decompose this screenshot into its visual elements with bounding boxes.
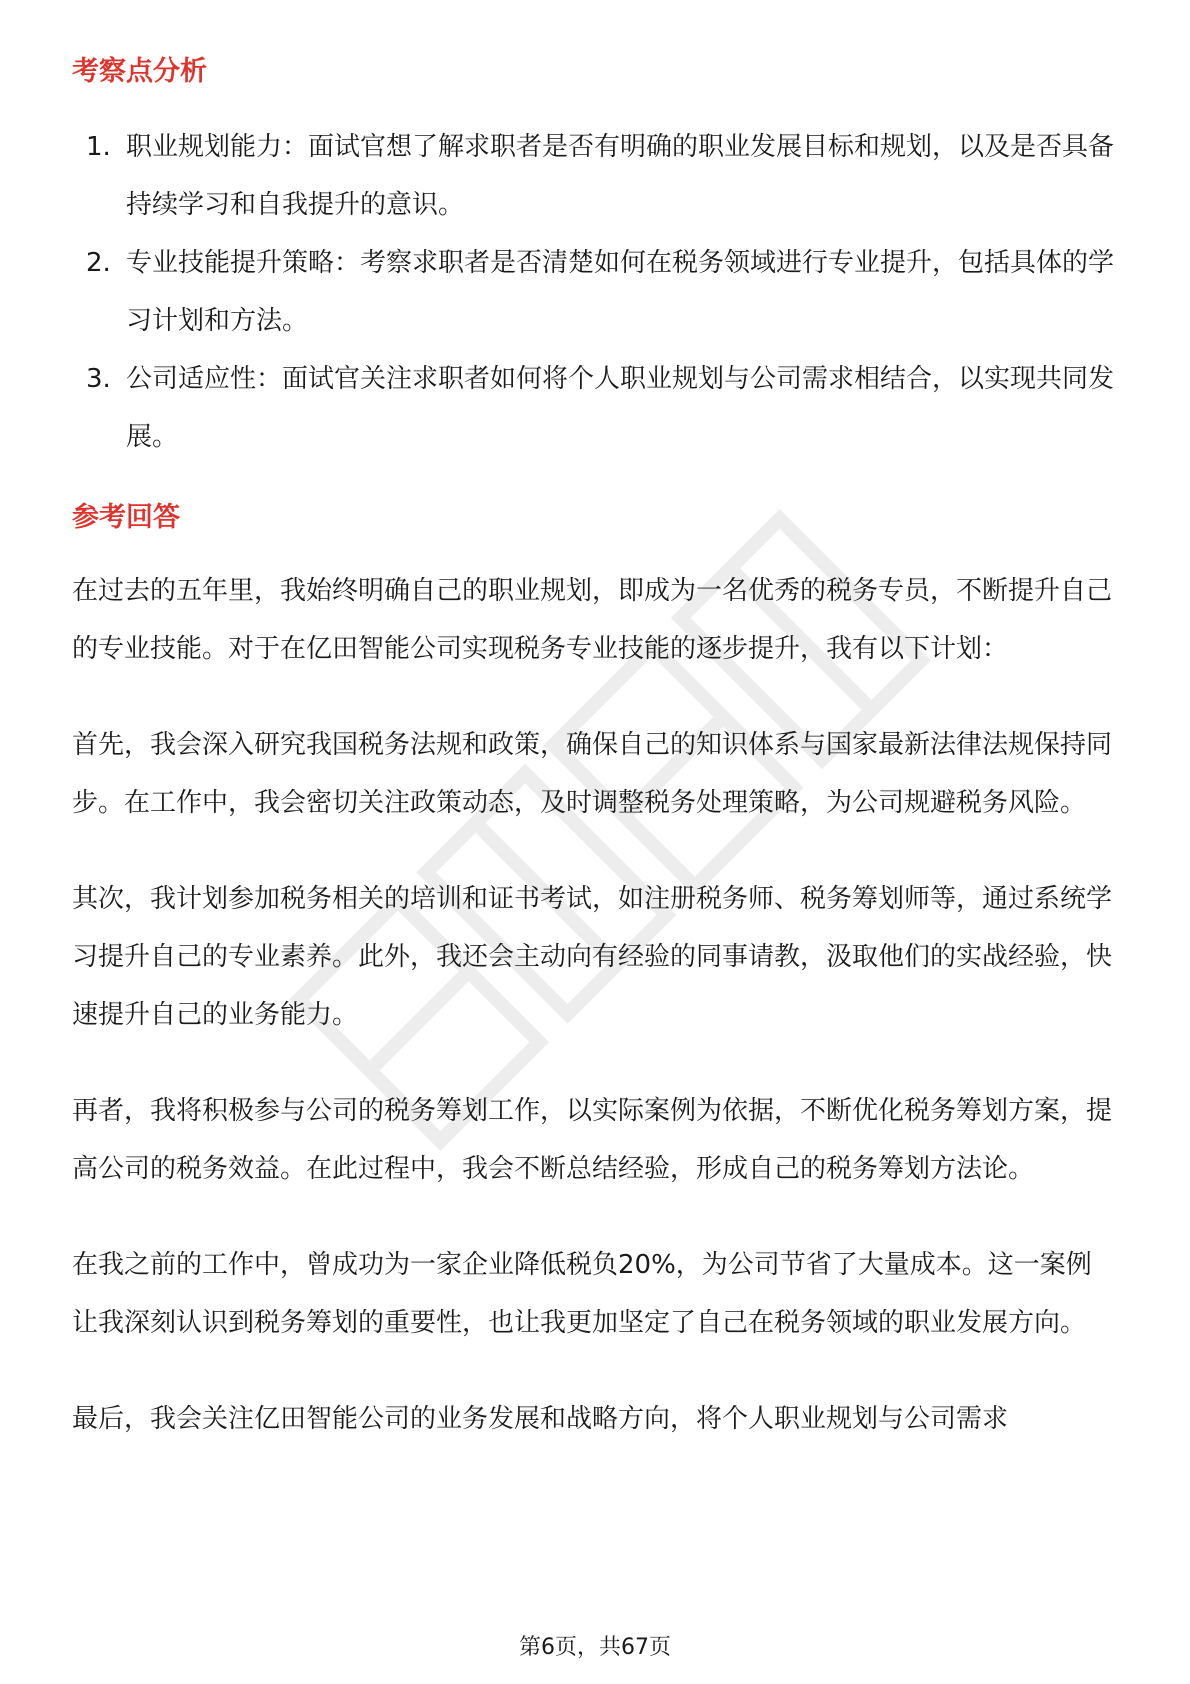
answer-paragraph: 再者，我将积极参与公司的税务筹划工作，以实际案例为依据，不断优化税务筹划方案，提高公司的税务效益。在此过程中，我会不断总结经验，形成自己的税务筹划方法论。 [72, 1096, 1113, 1184]
answer-paragraph: 最后，我会关注亿田智能公司的业务发展和战略方向，将个人职业规划与公司需求 [72, 1404, 1009, 1434]
answer-paragraph: 首先，我会深入研究我国税务法规和政策，确保自己的知识体系与国家最新法律法规保持同步。在工作中，我会密切关注政策动态，及时调整税务处理策略，为公司规避税务风险。 [72, 730, 1113, 818]
list-item-number: 2. [86, 248, 111, 278]
list-item-number: 1. [86, 132, 111, 162]
answer-section-title: 参考回答 [72, 502, 180, 533]
page-number-footer: 第6页，共67页 [519, 1635, 671, 1660]
answer-paragraph: 在过去的五年里，我始终明确自己的职业规划，即成为一名优秀的税务专员，不断提升自己的专业技能。对于在亿田智能公司实现税务专业技能的逐步提升，我有以下计划： [72, 576, 1113, 664]
answer-paragraph: 其次，我计划参加税务相关的培训和证书考试，如注册税务师、税务筹划师等，通过系统学习提升自己的专业素养。此外，我还会主动向有经验的同事请教，汲取他们的实战经验，快速提升自己的业务能力。 [72, 884, 1113, 1030]
list-item-text: 公司适应性：面试官关注求职者如何将个人职业规划与公司需求相结合，以实现共同发展。 [126, 364, 1115, 452]
analysis-section-title: 考察点分析 [72, 56, 207, 87]
list-item [72, 234, 1117, 350]
analysis-list [72, 118, 1117, 466]
list-item-text: 专业技能提升策略：考察求职者是否清楚如何在税务领域进行专业提升，包括具体的学习计划和方法。 [126, 248, 1115, 336]
list-item-text: 职业规划能力：面试官想了解求职者是否有明确的职业发展目标和规划，以及是否具备持续学习和自我提升的意识。 [126, 132, 1115, 220]
list-item [72, 118, 1117, 234]
document-page [72, 40, 1117, 1448]
answer-paragraph: 在我之前的工作中，曾成功为一家企业降低税负20%，为公司节省了大量成本。这一案例让我深刻认识到税务筹划的重要性，也让我更加坚定了自己在税务领域的职业发展方向。 [72, 1250, 1092, 1338]
list-item [72, 350, 1117, 466]
list-item-number: 3. [86, 364, 111, 394]
